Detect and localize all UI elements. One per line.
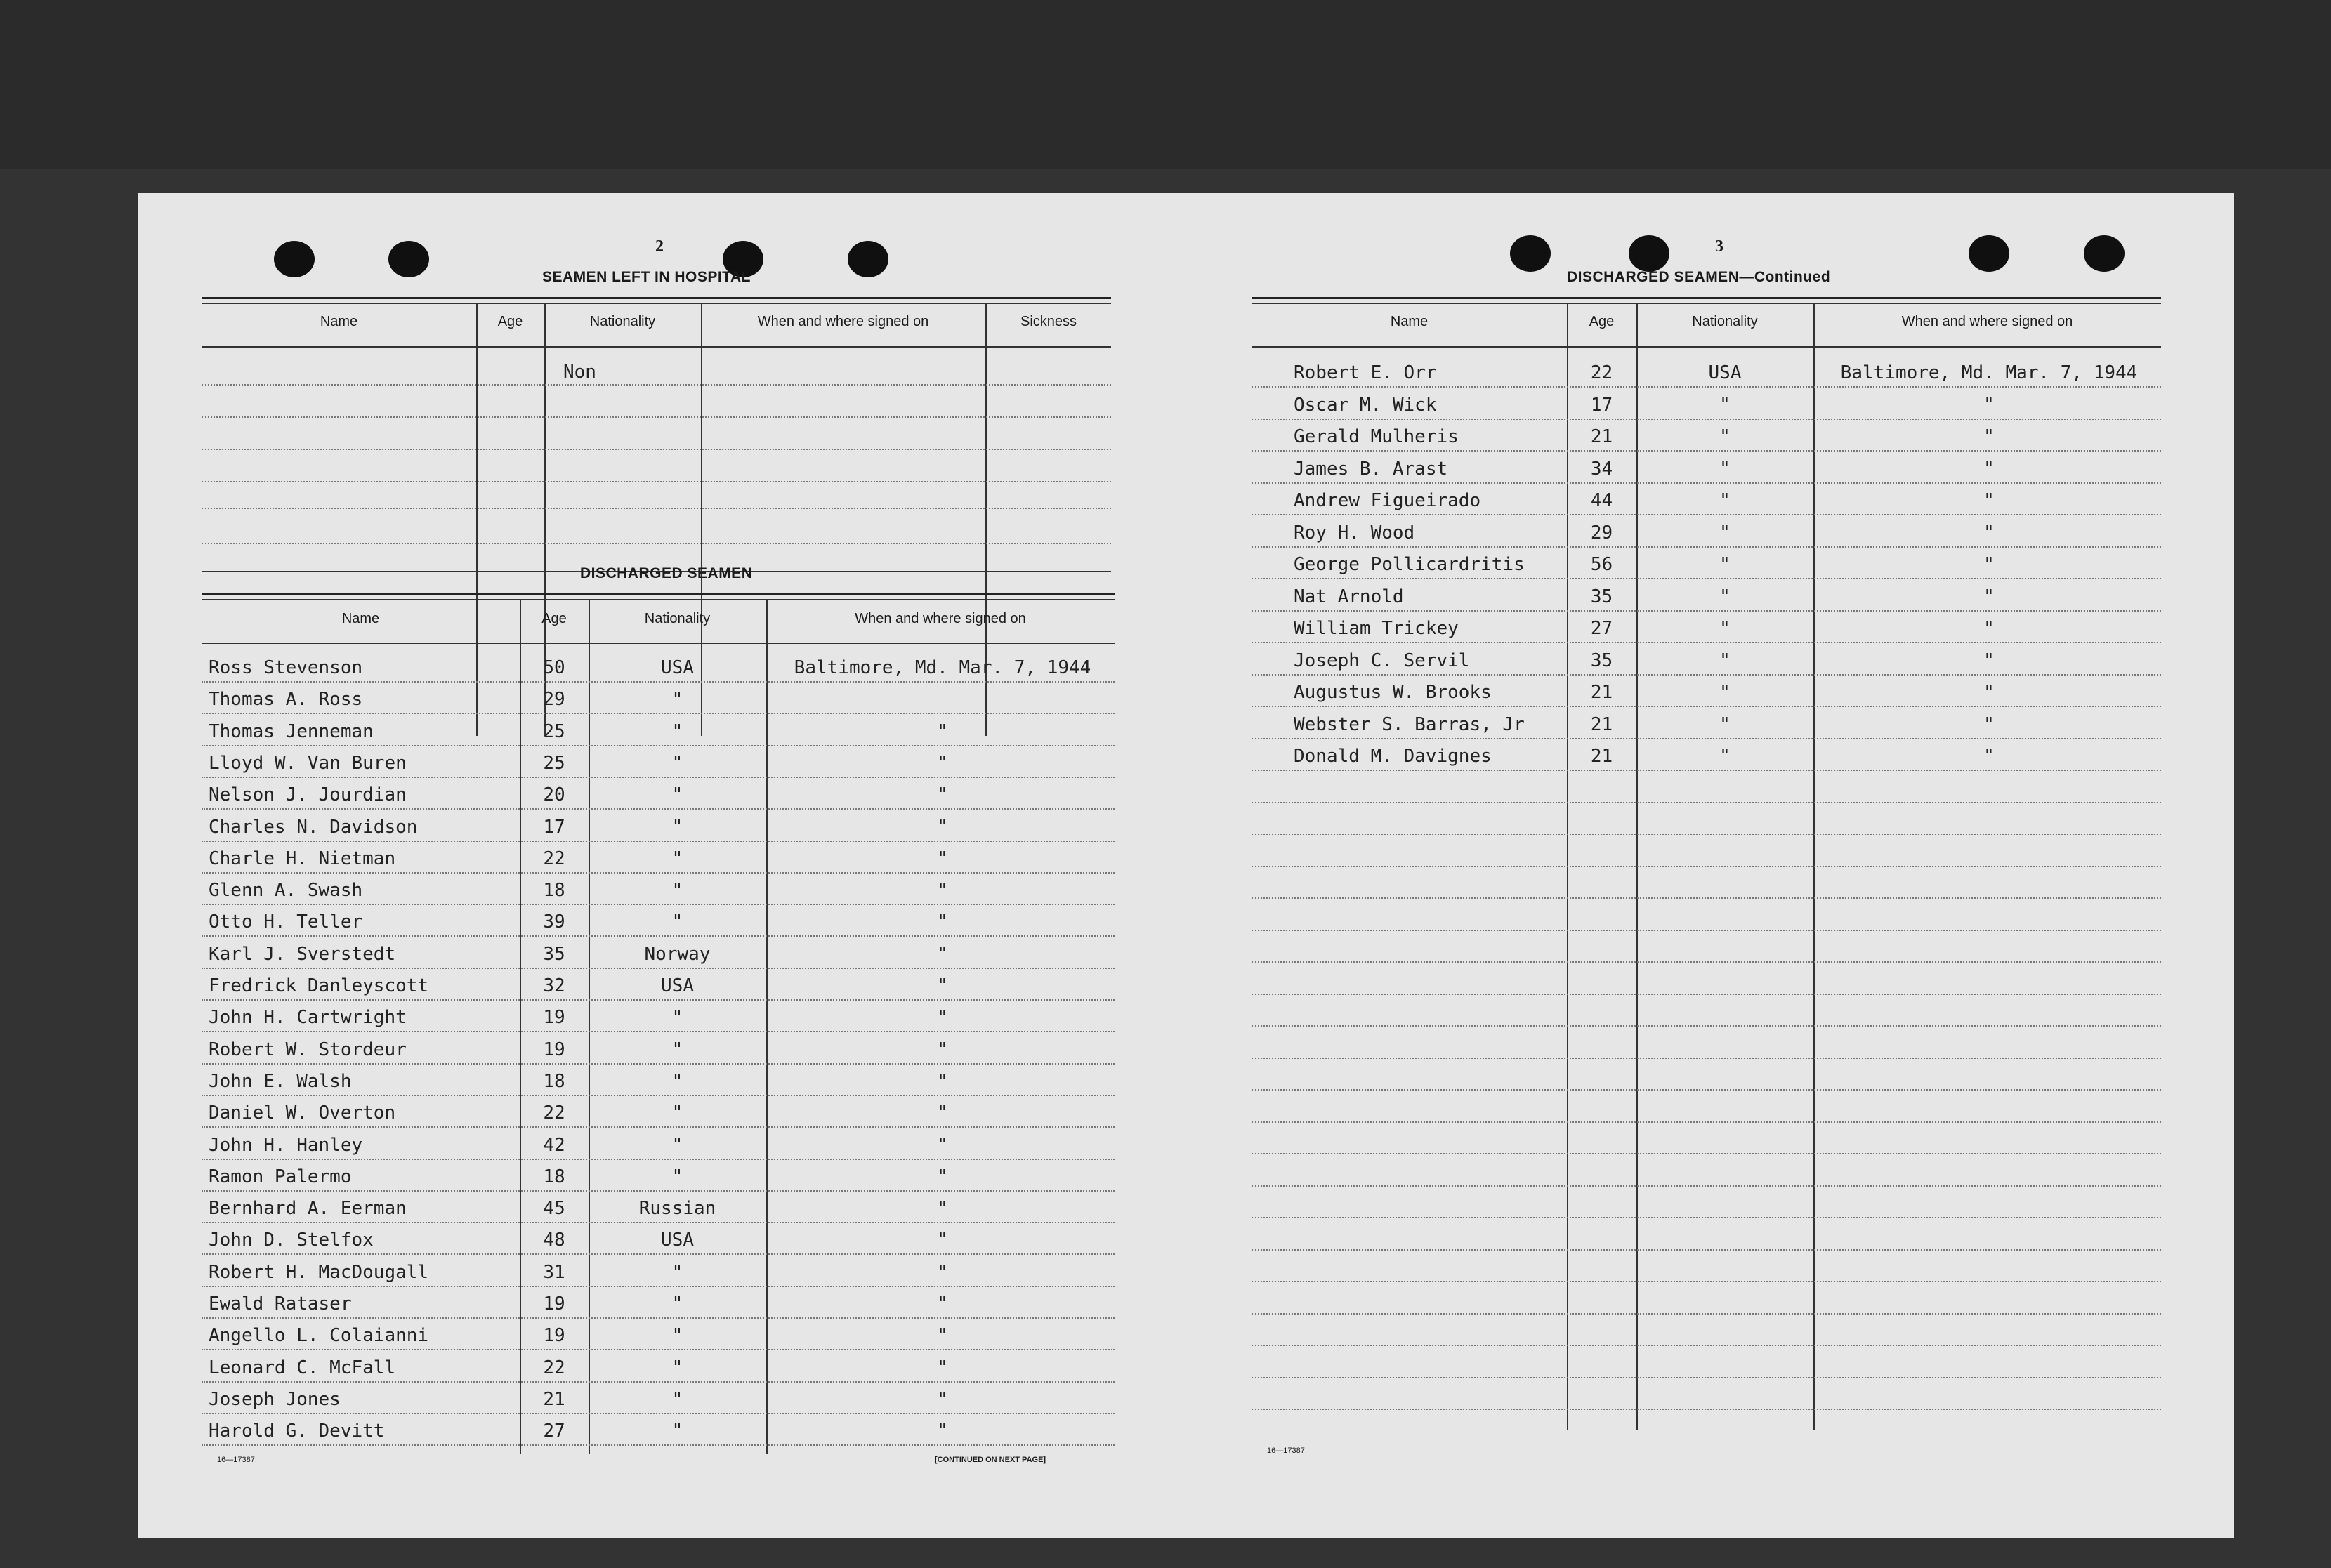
header-nationality: Nationality: [644, 611, 711, 626]
row-rule: [1252, 1025, 2161, 1027]
row-rule: [202, 1444, 1115, 1446]
seaman-signed-on: ": [937, 1007, 948, 1029]
seaman-name: Karl J. Sverstedt: [209, 943, 396, 965]
form-number: 16—17387: [1267, 1447, 1305, 1455]
seaman-nationality: USA: [661, 975, 694, 996]
seaman-age: 21: [1590, 713, 1613, 735]
seaman-signed-on: ": [1983, 618, 1995, 639]
row-rule: [202, 935, 1115, 937]
seaman-nationality: ": [671, 911, 683, 933]
seaman-signed-on: ": [937, 943, 948, 965]
row-rule: [1252, 802, 2161, 803]
discharged-continued-title: DISCHARGED SEAMEN—Continued: [1567, 269, 1831, 285]
row-rule: [1252, 419, 2161, 420]
row-rule: [202, 1222, 1115, 1223]
seaman-name: Augustus W. Brooks: [1294, 682, 1492, 703]
hospital-section-title: SEAMEN LEFT IN HOSPITAL: [542, 269, 751, 285]
row-rule: [202, 999, 1115, 1001]
row-rule: [202, 681, 1115, 683]
seaman-nationality: ": [671, 1357, 683, 1378]
seaman-age: 21: [1590, 682, 1613, 703]
row-rule: [1252, 450, 2161, 452]
seaman-signed-on: ": [937, 1166, 948, 1187]
seaman-nationality: ": [1719, 650, 1731, 671]
seaman-age: 18: [543, 1166, 565, 1187]
header-sickness: Sickness: [1020, 314, 1077, 329]
row-rule: [1252, 578, 2161, 579]
row-rule: [1252, 994, 2161, 995]
seaman-name: Harold G. Devitt: [209, 1421, 385, 1442]
seaman-nationality: USA: [1708, 362, 1742, 383]
seaman-signed-on: ": [937, 1230, 948, 1251]
row-rule: [202, 745, 1115, 746]
row-rule: [1252, 770, 2161, 771]
seaman-name: John E. Walsh: [209, 1070, 352, 1092]
header-age: Age: [541, 611, 567, 626]
seaman-nationality: ": [671, 1134, 683, 1156]
seaman-signed-on: ": [937, 911, 948, 933]
seaman-age: 17: [543, 816, 565, 838]
seaman-signed-on: ": [937, 1134, 948, 1156]
header-name: Name: [1390, 314, 1429, 329]
row-rule: [1252, 1121, 2161, 1123]
seaman-signed-on: ": [937, 1070, 948, 1092]
seaman-name: Gerald Mulheris: [1294, 426, 1459, 447]
seaman-name: Ewald Rataser: [209, 1293, 352, 1315]
seaman-signed-on: ": [937, 720, 948, 742]
seaman-signed-on: ": [937, 1357, 948, 1378]
seaman-age: 29: [1590, 522, 1613, 543]
header-signed-on: When and where signed on: [1901, 314, 2073, 329]
seaman-nationality: ": [1719, 586, 1731, 607]
seaman-age: 18: [543, 880, 565, 902]
discharged-section-title: DISCHARGED SEAMEN: [580, 565, 753, 581]
row-rule: [1252, 674, 2161, 676]
seaman-signed-on: ": [937, 1325, 948, 1347]
seaman-age: 48: [543, 1230, 565, 1251]
seaman-name: Oscar M. Wick: [1294, 394, 1437, 416]
seaman-name: Charle H. Nietman: [209, 848, 396, 869]
seaman-name: Roy H. Wood: [1294, 522, 1415, 543]
row-rule: [202, 1286, 1115, 1287]
row-rule: [1252, 482, 2161, 484]
seaman-signed-on: ": [1983, 713, 1995, 735]
row-rule: [202, 808, 1115, 810]
row-rule: [1252, 961, 2161, 963]
row-rule: [1252, 930, 2161, 931]
seaman-age: 19: [543, 1325, 565, 1347]
seaman-age: 31: [543, 1261, 565, 1283]
seaman-age: 42: [543, 1134, 565, 1156]
seaman-age: 32: [543, 975, 565, 996]
seaman-name: Robert E. Orr: [1294, 362, 1437, 383]
header-age: Age: [497, 314, 523, 329]
seaman-age: 39: [543, 911, 565, 933]
row-rule: [1252, 386, 2161, 388]
seaman-signed-on: ": [1983, 554, 1995, 575]
form-number: 16—17387: [217, 1456, 255, 1464]
row-rule: [1252, 706, 2161, 707]
seaman-nationality: ": [1719, 682, 1731, 703]
seaman-age: 35: [1590, 650, 1613, 671]
continued-note: [CONTINUED ON NEXT PAGE]: [935, 1456, 1046, 1464]
seaman-name: Charles N. Davidson: [209, 816, 418, 838]
row-rule: [202, 872, 1115, 874]
seaman-age: 21: [543, 1388, 565, 1410]
seaman-age: 19: [543, 1293, 565, 1315]
seaman-signed-on: ": [937, 1198, 948, 1220]
header-age: Age: [1589, 314, 1615, 329]
seaman-name: Andrew Figueirado: [1294, 490, 1481, 511]
row-rule: [1252, 897, 2161, 899]
seaman-nationality: ": [671, 1421, 683, 1442]
row-rule: [1252, 738, 2161, 739]
seaman-name: Angello L. Colaianni: [209, 1325, 429, 1347]
seaman-name: Lloyd W. Van Buren: [209, 752, 407, 774]
seaman-signed-on: ": [937, 1102, 948, 1124]
seaman-nationality: ": [1719, 394, 1731, 416]
row-rule: [1252, 834, 2161, 835]
seaman-nationality: ": [671, 880, 683, 902]
punch-hole: [2084, 235, 2125, 272]
row-rule: [202, 1031, 1115, 1032]
row-rule: [1252, 866, 2161, 867]
seaman-name: William Trickey: [1294, 618, 1459, 639]
seaman-name: Glenn A. Swash: [209, 880, 363, 902]
seaman-age: 17: [1590, 394, 1613, 416]
row-rule: [1252, 642, 2161, 643]
seaman-signed-on: ": [937, 1388, 948, 1410]
seaman-nationality: ": [1719, 554, 1731, 575]
seaman-name: George Pollicardritis: [1294, 554, 1525, 575]
header-name: Name: [341, 611, 380, 626]
seaman-signed-on: ": [937, 975, 948, 996]
seaman-signed-on: ": [937, 1261, 948, 1283]
seaman-name: James B. Arast: [1294, 458, 1448, 480]
seaman-age: 35: [1590, 586, 1613, 607]
header-nationality: Nationality: [589, 314, 656, 329]
row-rule: [1252, 1281, 2161, 1282]
header-signed-on: When and where signed on: [757, 314, 929, 329]
row-rule: [202, 1063, 1115, 1065]
seaman-name: Robert W. Stordeur: [209, 1039, 407, 1060]
seaman-name: Thomas Jenneman: [209, 720, 374, 742]
row-rule: [1252, 1153, 2161, 1154]
row-rule: [1252, 610, 2161, 612]
punch-hole: [388, 241, 429, 277]
seaman-nationality: ": [671, 1325, 683, 1347]
seaman-name: Ross Stevenson: [209, 657, 363, 678]
seaman-age: 50: [543, 657, 565, 678]
row-rule: [202, 1413, 1115, 1414]
seaman-signed-on: ": [937, 1293, 948, 1315]
seaman-name: Webster S. Barras, Jr: [1294, 713, 1525, 735]
seaman-age: 34: [1590, 458, 1613, 480]
seaman-name: Donald M. Davignes: [1294, 746, 1492, 767]
row-rule: [202, 1381, 1115, 1383]
seaman-nationality: Norway: [644, 943, 711, 965]
seaman-signed-on: ": [937, 752, 948, 774]
row-rule: [202, 841, 1115, 842]
row-rule: [202, 1317, 1115, 1319]
punch-hole: [1969, 235, 2009, 272]
seaman-signed-on: ": [1983, 522, 1995, 543]
seaman-age: 18: [543, 1070, 565, 1092]
seaman-name: Robert H. MacDougall: [209, 1261, 429, 1283]
row-rule: [1252, 1058, 2161, 1059]
scan-background: [0, 0, 2331, 169]
seaman-nationality: ": [671, 784, 683, 806]
seaman-nationality: Russian: [638, 1198, 716, 1220]
seaman-nationality: ": [671, 1070, 683, 1092]
seaman-name: John D. Stelfox: [209, 1230, 374, 1251]
row-rule: [202, 1349, 1115, 1350]
seaman-nationality: ": [1719, 490, 1731, 511]
seaman-nationality: ": [1719, 746, 1731, 767]
seaman-age: 22: [1590, 362, 1613, 383]
seaman-name: Thomas A. Ross: [209, 689, 363, 711]
seaman-age: 56: [1590, 554, 1613, 575]
row-rule: [1252, 546, 2161, 548]
seaman-nationality: USA: [661, 657, 694, 678]
seaman-nationality: ": [1719, 713, 1731, 735]
seaman-signed-on: Baltimore, Md. Mar. 7, 1944: [1840, 362, 2138, 383]
seaman-signed-on: ": [937, 1039, 948, 1060]
seaman-name: Bernhard A. Eerman: [209, 1198, 407, 1220]
seaman-age: 21: [1590, 746, 1613, 767]
seaman-name: John H. Hanley: [209, 1134, 363, 1156]
seaman-nationality: ": [671, 1007, 683, 1029]
seaman-age: 25: [543, 720, 565, 742]
seaman-nationality: ": [671, 1039, 683, 1060]
seaman-signed-on: ": [1983, 586, 1995, 607]
seaman-name: John H. Cartwright: [209, 1007, 407, 1029]
punch-hole: [274, 241, 315, 277]
seaman-age: 35: [543, 943, 565, 965]
seaman-nationality: ": [671, 752, 683, 774]
seaman-nationality: ": [671, 848, 683, 869]
seaman-age: 22: [543, 848, 565, 869]
seaman-age: 27: [543, 1421, 565, 1442]
seaman-age: 29: [543, 689, 565, 711]
header-name: Name: [320, 314, 358, 329]
seaman-nationality: ": [671, 720, 683, 742]
seaman-nationality: ": [1719, 426, 1731, 447]
seaman-age: 45: [543, 1198, 565, 1220]
seaman-nationality: ": [671, 1102, 683, 1124]
seaman-age: 44: [1590, 490, 1613, 511]
row-rule: [1252, 1089, 2161, 1091]
seaman-signed-on: ": [1983, 746, 1995, 767]
row-rule: [1252, 1249, 2161, 1251]
seaman-nationality: USA: [661, 1230, 694, 1251]
seaman-name: Nat Arnold: [1294, 586, 1404, 607]
row-rule: [202, 1190, 1115, 1192]
seaman-age: 20: [543, 784, 565, 806]
punch-hole: [1629, 235, 1669, 272]
seaman-signed-on: ": [937, 784, 948, 806]
seaman-name: Fredrick Danleyscott: [209, 975, 429, 996]
seaman-signed-on: ": [1983, 426, 1995, 447]
seaman-nationality: ": [671, 1166, 683, 1187]
seaman-nationality: ": [671, 1388, 683, 1410]
seaman-nationality: ": [671, 689, 683, 711]
row-rule: [202, 1253, 1115, 1255]
row-rule: [202, 777, 1115, 778]
seaman-signed-on: ": [1983, 682, 1995, 703]
row-rule: [1252, 1345, 2161, 1346]
page-number: 3: [1715, 237, 1723, 256]
seaman-age: 19: [543, 1039, 565, 1060]
seaman-name: Daniel W. Overton: [209, 1102, 396, 1124]
seaman-age: 25: [543, 752, 565, 774]
row-rule: [202, 904, 1115, 905]
seaman-nationality: ": [671, 1293, 683, 1315]
punch-hole: [1510, 235, 1551, 272]
header-signed-on: When and where signed on: [855, 611, 1026, 626]
seaman-signed-on: ": [937, 848, 948, 869]
row-rule: [1252, 1217, 2161, 1218]
row-rule: [202, 1159, 1115, 1160]
row-rule: [1252, 1377, 2161, 1378]
seaman-signed-on: ": [937, 1421, 948, 1442]
seaman-age: 22: [543, 1357, 565, 1378]
seaman-signed-on: ": [937, 816, 948, 838]
seaman-age: 22: [543, 1102, 565, 1124]
row-rule: [202, 968, 1115, 969]
seaman-name: Nelson J. Jourdian: [209, 784, 407, 806]
seaman-name: Otto H. Teller: [209, 911, 363, 933]
seaman-signed-on: ": [1983, 650, 1995, 671]
seaman-age: 27: [1590, 618, 1613, 639]
seaman-signed-on: ": [1983, 394, 1995, 416]
seaman-age: 19: [543, 1007, 565, 1029]
seaman-signed-on: ": [937, 880, 948, 902]
seaman-signed-on: ": [1983, 490, 1995, 511]
ledger-spread: [138, 193, 2234, 1538]
row-rule: [1252, 514, 2161, 515]
seaman-nationality: ": [671, 816, 683, 838]
row-rule: [202, 713, 1115, 714]
seaman-nationality: ": [1719, 458, 1731, 480]
seaman-nationality: ": [1719, 618, 1731, 639]
seaman-name: Joseph C. Servil: [1294, 650, 1470, 671]
header-nationality: Nationality: [1692, 314, 1758, 329]
row-rule: [1252, 1185, 2161, 1187]
row-rule: [202, 1126, 1115, 1128]
seaman-nationality: ": [1719, 522, 1731, 543]
seaman-name: Ramon Palermo: [209, 1166, 352, 1187]
seaman-nationality: ": [671, 1261, 683, 1283]
page-number: 2: [655, 237, 664, 256]
row-rule: [1252, 1313, 2161, 1315]
row-rule: [202, 1095, 1115, 1096]
seaman-name: Leonard C. McFall: [209, 1357, 396, 1378]
seaman-signed-on: ": [1983, 458, 1995, 480]
seaman-signed-on: Baltimore, Md. Mar. 7, 1944: [794, 657, 1091, 678]
seaman-name: Joseph Jones: [209, 1388, 341, 1410]
row-rule: [1252, 1409, 2161, 1410]
punch-hole: [848, 241, 888, 277]
hospital-entry: Non: [563, 362, 596, 383]
seaman-age: 21: [1590, 426, 1613, 447]
